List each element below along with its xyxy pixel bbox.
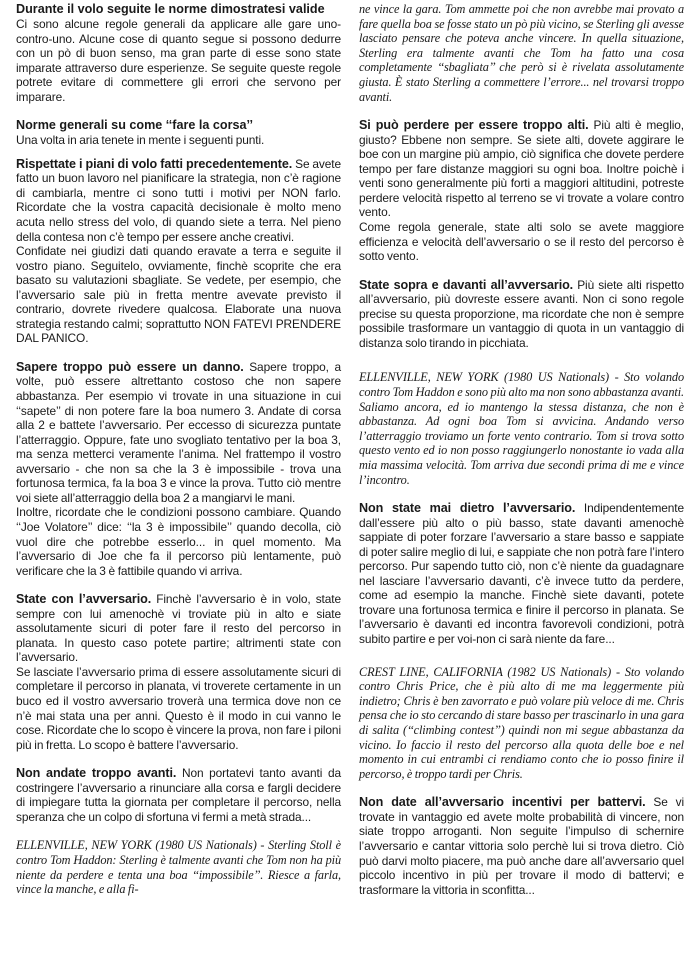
section-sapere-troppo	[16, 360, 341, 578]
section-state-con-avversario	[16, 592, 341, 752]
section-rispettate-piani	[16, 157, 341, 346]
paragraph: Se lasciate l’avversario prima di essere assolutamente sicuri di completare il percorso in planata, vi troverete certamente in un buco ed il vostro avversario troverà una termica dove non ce n’è mai stata una per anni. Questo è il modo in cui vanno le cose. Ricordate che lo scopo è vincere la prova, non fare i piloni più in fretta. Lo scopo è battere l’avversario.	[16, 664, 341, 752]
paragraph	[359, 278, 684, 351]
paragraph: Una volta in aria tenete in mente i seguenti punti.	[16, 133, 265, 148]
run-in-heading: Non state mai dietro l’avversario.	[359, 501, 576, 516]
paragraph-text: Se avete fatto un buon lavoro nel pianificare la strategia, non c’è ragione di cambiarla, mentre ci sono tutti i motivi per NON farlo. Ricordate che la vostra capacità decisionale è molto meno acuta nello stress del volo, di quando siete a terra. Nel pieno della contesa non c’è tempo per essere anche creativi.	[16, 156, 341, 244]
run-in-heading: State con l’avversario.	[16, 592, 152, 607]
italic-anecdote: ne vince la gara. Tom ammette poi che non avrebbe mai provato a fare quella boa se fosse stato un pò più vicino, se Sterling gli avesse lasciato pensare che poteva anche vincere. In quella situazione, Sterling era talmente avanti che Tom ha fatto una cosa completamente ‘‘sbagliata’’ che però si è rivelata assolutamente giusta. È stato Sterling a commettere l’errore... nel trovarsi troppo avanti.	[359, 2, 684, 104]
anecdote-continuation	[359, 2, 684, 104]
anecdote-ellenville-1	[16, 838, 341, 896]
paragraph-text: Se vi trovate in vantaggio ed avete molte probabilità di vincere, non siate troppo arroganti. Non seguite l’impulso di schernire l’avversario e cantar vittoria solo perchè lui si trova dietro. Ciò può darvi molto piacere, ma può anche dare all’avversario quel piccolo incentivo in più per trovare il modo di battervi; e trasformare la vittoria in sconfitta...	[359, 795, 684, 897]
anecdote-crest-line	[359, 665, 684, 782]
paragraph	[359, 118, 684, 220]
run-in-heading: Rispettate i piani di volo fatti precedentemente.	[16, 156, 293, 171]
section-troppo-avanti	[16, 766, 341, 824]
section-heading: Norme generali su come ‘‘fare la corsa’’	[16, 118, 254, 133]
run-in-heading: State sopra e davanti all’avversario.	[359, 277, 574, 292]
section-incentivi	[359, 795, 684, 897]
italic-anecdote: ELLENVILLE, NEW YORK (1980 US Nationals) - Sto volando contro Tom Haddon e sono più alto ma non sono abbastanza avanti. Saliamo ancora, ed io mantengo la stessa distanza, che non è abbastanza. Ad ogni boa Tom si avvicina. Andando verso l’atterraggio troviamo un forte vento contrario. Tom si trova sotto questo vento ed io non posso raggiungerlo nonostante io vada alla mia massima velocità. Tom arriva due secondi prima di me e vince l’incontro.	[359, 370, 684, 487]
paragraph-text: Più siete alti rispetto all’avversario, più dovreste essere avanti. Non ci sono regole precise su questa proporzione, ma ricordate che non è sempre possibile trasformare un vantaggio di quota in un vantaggio di distanza solo tirando in picchiata.	[359, 277, 684, 350]
section-sopra-davanti	[359, 278, 684, 351]
run-in-heading: Non date all’avversario incentivi per battervi.	[359, 795, 646, 810]
paragraph	[16, 592, 341, 665]
paragraph	[16, 157, 341, 244]
paragraph-text: Finchè l’avversario è in volo, state sempre con lui amenochè vi troviate più in alto e siate assolutamente sicuri di poter fare il resto del percorso in planata. In questo caso potete partire; altrimenti state con l’avversario.	[16, 592, 341, 665]
paragraph: Come regola generale, state alti solo se avete maggiore efficienza e velocità dell’avversario o se il resto del percorso è sotto vento.	[359, 219, 684, 264]
anecdote-ellenville-2	[359, 370, 684, 487]
section-norme-generali	[16, 118, 341, 148]
paragraph-text: Indipendentemente dall’essere più alto o più basso, state davanti amenochè sappiate di poter forzare l’avversario a stare basso e sappiate di poter salire meglio di lui, e sappiate che non potrà fare l’intero percorso. Pur sapendo tutto ciò, non c’è niente da guadagnare nel lasciare l’avversario davanti, c’è invece tutto da perdere, come ad esempio la manche. Finchè siete davanti, potete trovare una fortunosa termica e finire il percorso in planata. Se l’avversario è davanti ed incontra favorevoli condizioni, potrà subito partire e per voi-non ci sarà niente da fare...	[359, 501, 684, 647]
italic-anecdote: ELLENVILLE, NEW YORK (1980 US Nationals) - Sterling Stoll è contro Tom Haddon: Sterling è talmente avanti che Tom non ha più niente da perdere e tenta una boa ‘‘impossibile’’. Riesce a farla, vince la manche, e alla fi-	[16, 838, 341, 897]
paragraph	[359, 501, 684, 646]
italic-anecdote: CREST LINE, CALIFORNIA (1982 US Nationals) - Sto volando contro Chris Price, che è più alto di me ma leggermente più indietro; Chris è ben zavorrato e può volare più veloce di me. Chris pensa che io sto cercando di stare basso per trascinarlo in una gara di salita (‘‘climbing contest’’) quindi non mi segue abbastanza da vicino. Io faccio il resto del percorso alla quota delle boe e nel momento in cui entrambi ci rendiamo conto che io posso finire il percorso, è troppo tardi per Chris.	[359, 664, 684, 781]
section-norme-valide	[16, 2, 341, 104]
section-troppo-alti	[359, 118, 684, 263]
section-mai-dietro	[359, 501, 684, 646]
paragraph	[16, 360, 341, 505]
paragraph: Confidate nei giudizi dati quando eravate a terra e seguite il vostro piano. Seguitelo, ovviamente, finchè scoprite che era basato su valutazioni sbagliate. Se vedete, per esempio, che l’avversario sale più in fretta mentre avevate previsto il contrario, dovrete rivedere qualcosa. Elaborate una nuova strategia restando calmi; soprattutto NON FATEVI PRENDERE DAL PANICO.	[16, 244, 341, 346]
left-column	[16, 2, 341, 965]
paragraph: Inoltre, ricordate che le condizioni possono cambiare. Quando ‘‘Joe Volatore’’ dice: ‘‘la 3 è impossibile’’ quando decolla, ciò vuol dire che potrebbe esserlo... in quel momento. Ma l’avversario di Joe che fa il percorso più lentamente, può verificare che la 3 è fattibile quando vi arriva.	[16, 505, 341, 578]
run-in-heading: Si può perdere per essere troppo alti.	[359, 118, 589, 133]
paragraph	[359, 795, 684, 897]
paragraph: Ci sono alcune regole generali da applicare alle gare uno-contro-uno. Alcune cose di quanto segue si possono dedurre con un pò di buon senso, ma gran parte di esse sono state imparate attraverso dure esperienze. Se seguite queste regole potrete evitare di commettere gli errori che servono per imparare.	[16, 17, 341, 104]
paragraph-text: Più alti è meglio, giusto? Ebbene non sempre. Se siete alti, dovete aggirare le boe con un margine più ampio, ciò significa che dovete perdere tempo per fare distanze maggiori su ogni boa. Inoltre poichè i venti sono generalmente più forti a maggiori altitudini, potreste perdere velocità rispetto al terreno se vi trovate a volare contro vento.	[359, 118, 684, 220]
paragraph	[16, 766, 341, 824]
paragraph-text: Sapere troppo, a volte, può essere altrettanto costoso che non sapere abbastanza. Per esempio vi trovate in una situazione in cui ‘‘sapete’’ di non potere fare la boa numero 3. Andate di corsa alla 2 e battete l’avversario. Per eccesso di sicurezza puntate l’atterraggio. Oppure, fate uno svogliato tentativo per la boa 3, ma senza metterci veramente l’anima. Nel frattempo il vostro avversario - che non sa che la 3 è impossibile - trova una fortunosa termica, fa la boa 3 e vince la prova. Tutto ciò mentre voi siete all’atterraggio della boa 2 a mangiarvi le mani.	[16, 359, 341, 505]
right-column	[359, 2, 684, 965]
section-heading: Durante il volo seguite le norme dimostratesi valide	[16, 2, 325, 16]
paragraph-text: Non portatevi tanto avanti da costringere l’avversario a rinunciare alla corsa e fargli decidere di impiegare tutta la giornata per completare il percorso, nella speranza che un colpo di sfortuna vi fermi a metà strada...	[16, 766, 341, 824]
run-in-heading: Non andate troppo avanti.	[16, 766, 177, 781]
run-in-heading: Sapere troppo può essere un danno.	[16, 359, 244, 374]
